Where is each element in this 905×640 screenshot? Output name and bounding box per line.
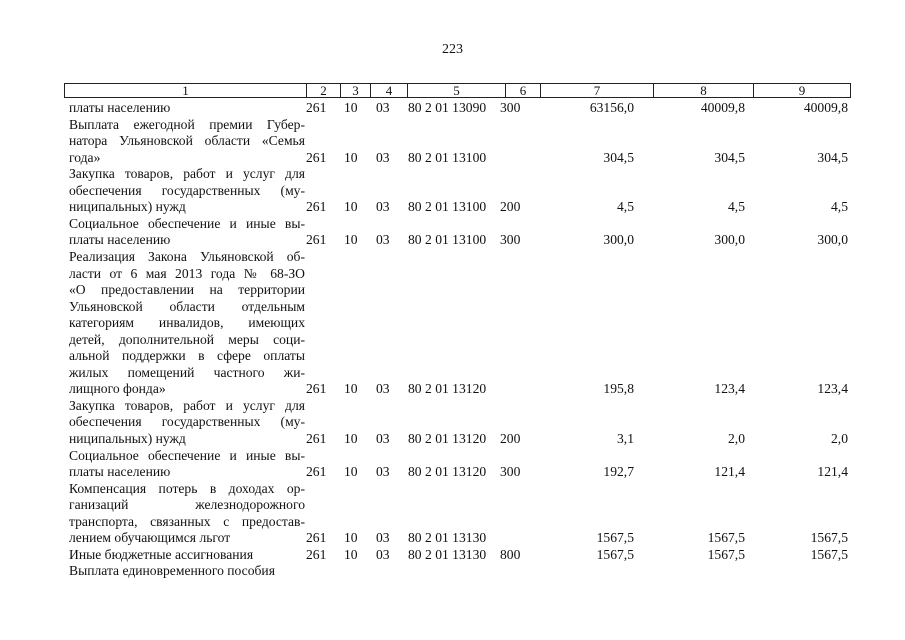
- row-3-col-6: 200: [500, 199, 521, 215]
- row-7-col-8: 121,4: [714, 464, 745, 480]
- row-7-col-9: 121,4: [817, 464, 848, 480]
- row-5-col-7: 195,8: [603, 381, 634, 397]
- row-3-col-3: 10: [344, 199, 358, 215]
- row-5-col-8: 123,4: [714, 381, 745, 397]
- row-5-text-line: лищного фонда»: [69, 381, 166, 397]
- row-2-text-line: Выплата ежегодной премии Губер-: [69, 116, 305, 132]
- row-1-col-6: 300: [500, 100, 521, 115]
- row-5-text-line: ласти от 6 мая 2013 года № 68-ЗО: [69, 265, 305, 281]
- row-6-col-9: 2,0: [831, 431, 848, 446]
- header-cell-1: 1: [64, 83, 307, 98]
- row-3-col-4: 03: [376, 199, 390, 215]
- row-3-text-line: обеспечения государственных (му-: [69, 182, 305, 198]
- row-9-col-2: 261: [306, 546, 327, 562]
- row-1-col-9: 40009,8: [803, 100, 848, 115]
- row-7-text-line: платы населению: [69, 464, 171, 480]
- row-8-text-line: транспорта, связанных с предостав-: [69, 513, 305, 529]
- row-4-col-6: 300: [500, 232, 521, 248]
- row-1-col-2: 261: [306, 100, 327, 115]
- row-5-col-4: 03: [376, 381, 390, 397]
- header-cell-7: 7: [540, 83, 654, 98]
- row-10-text-line: Выплата единовременного пособия: [69, 563, 275, 579]
- row-3-col-5: 80 2 01 13100: [408, 199, 487, 215]
- row-3-text-line: Закупка товаров, работ и услуг для: [69, 166, 305, 182]
- row-6-col-7: 3,1: [617, 431, 634, 446]
- row-6-col-4: 03: [376, 431, 390, 446]
- row-8-col-9: 1567,5: [810, 530, 848, 546]
- row-8-col-4: 03: [376, 530, 390, 546]
- row-8-text-line: Компенсация потерь в доходах ор-: [69, 480, 305, 496]
- row-7-col-6: 300: [500, 464, 521, 480]
- row-9-col-3: 10: [344, 546, 358, 562]
- row-3-col-9: 4,5: [831, 199, 848, 215]
- row-2-col-9: 304,5: [817, 149, 848, 165]
- row-8-col-7: 1567,5: [596, 530, 634, 546]
- row-6-col-3: 10: [344, 431, 358, 446]
- table-header: [64, 83, 851, 98]
- row-5-col-5: 80 2 01 13120: [408, 381, 487, 397]
- row-9-col-8: 1567,5: [707, 546, 745, 562]
- row-8-text-line: ганизаций железнодорожного: [69, 497, 305, 513]
- row-8-col-8: 1567,5: [707, 530, 745, 546]
- header-cell-6: 6: [505, 83, 541, 98]
- row-2-col-7: 304,5: [603, 149, 634, 165]
- header-cell-4: 4: [370, 83, 408, 98]
- header-cell-8: 8: [653, 83, 754, 98]
- row-5-text-line: «О предоставлении на территории: [69, 282, 305, 298]
- row-5-col-9: 123,4: [817, 381, 848, 397]
- row-6-col-2: 261: [306, 431, 327, 446]
- row-2-col-8: 304,5: [714, 149, 745, 165]
- row-1-col-3: 10: [344, 100, 358, 115]
- row-7-col-7: 192,7: [603, 464, 634, 480]
- row-8-text-line: лением обучающимся льгот: [69, 530, 231, 546]
- row-4-col-3: 10: [344, 232, 358, 248]
- row-6-col-8: 2,0: [728, 431, 745, 446]
- row-4-col-8: 300,0: [714, 232, 745, 248]
- row-5-text-line: детей, дополнительной меры соци-: [69, 331, 305, 347]
- row-5-text-line: Ульяновской области отдельным: [69, 298, 305, 314]
- row-7-col-4: 03: [376, 464, 390, 480]
- row-1-text-line: платы населению: [69, 100, 171, 115]
- row-2-col-3: 10: [344, 149, 358, 165]
- row-1-col-8: 40009,8: [700, 100, 745, 115]
- row-6-col-5: 80 2 01 13120: [408, 431, 487, 446]
- row-3-col-2: 261: [306, 199, 327, 215]
- header-cell-5: 5: [407, 83, 506, 98]
- row-4-col-5: 80 2 01 13100: [408, 232, 487, 248]
- row-7-col-2: 261: [306, 464, 327, 480]
- row-1-col-5: 80 2 01 13090: [408, 100, 487, 115]
- row-9-col-7: 1567,5: [596, 546, 634, 562]
- row-4-text-line: Социальное обеспечение и иные вы-: [69, 215, 305, 231]
- header-cell-2: 2: [306, 83, 341, 98]
- row-9-col-4: 03: [376, 546, 390, 562]
- row-5-col-2: 261: [306, 381, 327, 397]
- row-5-text-line: Реализация Закона Ульяновской об-: [69, 248, 305, 264]
- row-9-text-line: Иные бюджетные ассигнования: [69, 546, 254, 562]
- row-5-text-line: жилых помещений частного жи-: [69, 364, 305, 380]
- row-8-col-5: 80 2 01 13130: [408, 530, 487, 546]
- row-2-col-4: 03: [376, 149, 390, 165]
- row-7-text-line: Социальное обеспечение и иные вы-: [69, 447, 305, 463]
- row-6-text-line: ниципальных) нужд: [69, 431, 186, 446]
- row-4-col-7: 300,0: [603, 232, 634, 248]
- page-number: 223: [442, 42, 463, 57]
- row-6-col-6: 200: [500, 431, 521, 446]
- header-cell-9: 9: [753, 83, 851, 98]
- row-6-text-line: Закупка товаров, работ и услуг для: [69, 397, 305, 413]
- row-2-col-2: 261: [306, 149, 327, 165]
- row-5-text-line: категориям инвалидов, имеющих: [69, 315, 305, 331]
- row-7-col-3: 10: [344, 464, 358, 480]
- row-6-text-line: обеспечения государственных (му-: [69, 414, 305, 430]
- row-3-col-7: 4,5: [617, 199, 634, 215]
- row-3-text-line: ниципальных) нужд: [69, 199, 186, 215]
- row-4-text-line: платы населению: [69, 232, 171, 248]
- row-8-col-3: 10: [344, 530, 358, 546]
- row-9-col-9: 1567,5: [810, 546, 848, 562]
- row-1-col-7: 63156,0: [589, 100, 634, 115]
- row-8-col-2: 261: [306, 530, 327, 546]
- row-5-col-3: 10: [344, 381, 358, 397]
- row-9-col-6: 800: [500, 546, 521, 562]
- row-5-text-line: альной поддержки в сфере оплаты: [69, 348, 305, 364]
- header-cell-3: 3: [340, 83, 371, 98]
- row-4-col-2: 261: [306, 232, 327, 248]
- row-4-col-9: 300,0: [817, 232, 848, 248]
- row-2-text-line: года»: [69, 149, 101, 165]
- row-2-col-5: 80 2 01 13100: [408, 149, 487, 165]
- row-7-col-5: 80 2 01 13120: [408, 464, 487, 480]
- row-1-col-4: 03: [376, 100, 390, 115]
- row-9-col-5: 80 2 01 13130: [408, 546, 487, 562]
- row-2-text-line: натора Ульяновской области «Семья: [69, 133, 305, 149]
- row-3-col-8: 4,5: [728, 199, 745, 215]
- row-4-col-4: 03: [376, 232, 390, 248]
